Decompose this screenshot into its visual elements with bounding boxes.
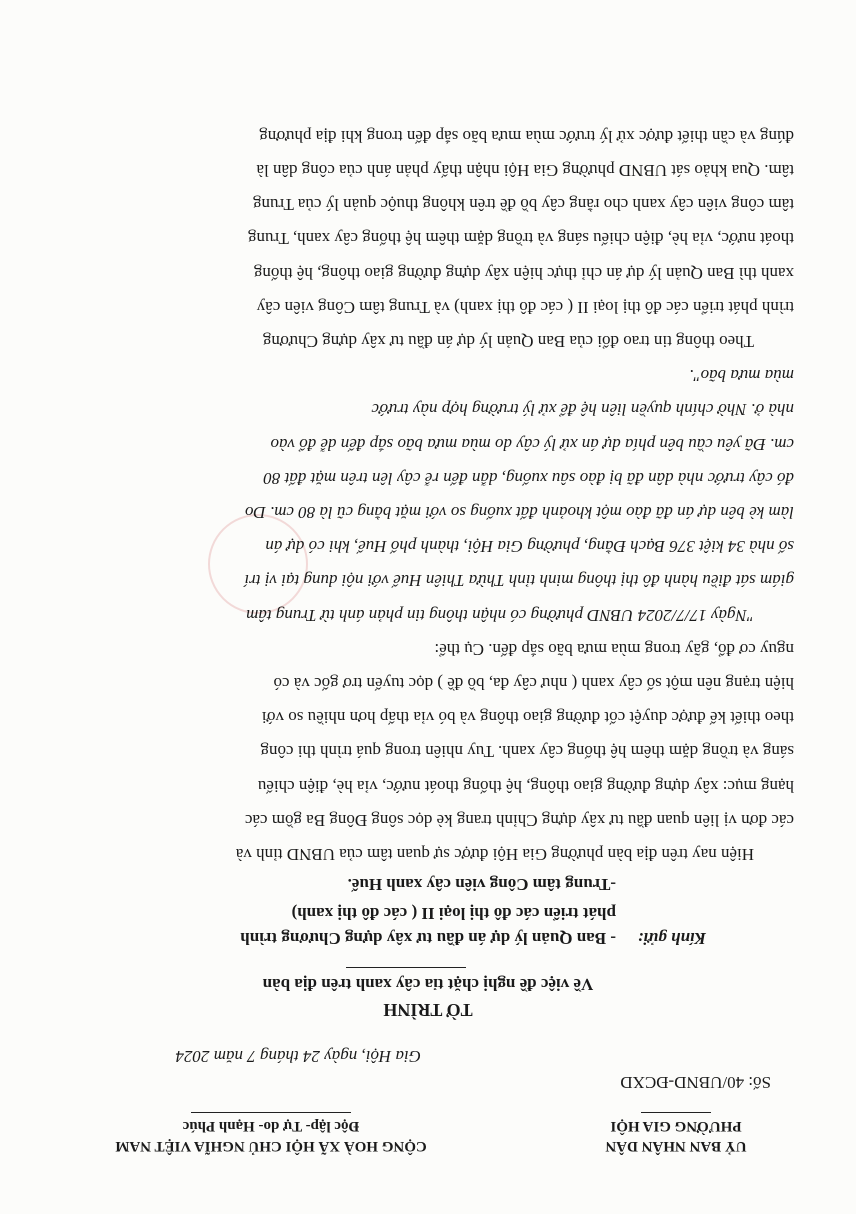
body-line: sáng và trồng dặm thêm hệ thống cây xanh. Tuy nhiên trong quá trình thi công (260, 742, 794, 762)
document-number: Số: 40/UBND-ĐCXD (620, 1073, 771, 1092)
body-line: xanh thì Ban Quản lý dự án chỉ thực hiện xây dựng đường giao thông, hệ thống (253, 263, 794, 283)
body-line: làm kè bên dự án đã đào một khoảnh đất xuống so với mặt bằng cũ là 80 cm. Do (244, 503, 794, 522)
motto-underline (191, 1112, 351, 1113)
body-line: đúng và cần thiết được xử lý trước mùa mưa bão sắp đến trong khi địa phương (259, 126, 794, 146)
body-line: theo thiết kế được duyệt cốt đường giao thông và bó vỉa thấp hơn nhiều so với (261, 708, 794, 728)
recipient-line-2: phát triển các đô thị loại II ( các đô thị xanh) (291, 904, 616, 923)
body-line: số nhà 34 kiệt 376 Bạch Đằng, phường Gia Hội, thành phố Huế, khi có dự án (265, 537, 794, 557)
national-motto: Độc lập- Tự do- Hạnh Phúc (182, 1118, 360, 1134)
issuing-unit: PHƯỜNG GIA HỘI (610, 1118, 742, 1134)
body-line: hiện trạng nên một số cây xanh ( như cây đa, bồ đề ) dọc tuyến trơ gốc và có (273, 674, 794, 693)
national-title: CỘNG HOÀ XÃ HỘI CHỦ NGHĨA VIỆT NAM (115, 1138, 427, 1154)
body-line: tâm. Qua khảo sát UBND phường Gia Hội nhận thấy phản ánh của công dân là (256, 161, 794, 180)
document-type: TỜ TRÌNH (383, 1000, 473, 1020)
body-line: trình phát triển các đô thị loại II ( các đô thị xanh) và Trung tâm Công viên cây (256, 297, 794, 317)
document-subject: Về việc đề nghị chặt tỉa cây xanh trên địa bàn (262, 975, 594, 994)
body-line: nhà ở. Nhờ chính quyền liên hệ để xử lý trường hợp này trước (371, 400, 794, 420)
stamp-impression (208, 514, 308, 614)
issuing-authority: UỶ BAN NHÂN DÂN (605, 1138, 747, 1154)
body-line: mùa mưa bão". (689, 366, 794, 386)
body-line: thoát nước, vỉa hè, điện chiếu sáng và trồng dặm thêm hệ thống cây xanh, Trung (247, 229, 794, 249)
body-line: đó cây trước nhà dân đã bị đào sâu xuống, dẫn đến rễ cây lên trên mặt đất 80 (263, 468, 794, 488)
recipient-label: Kính gửi: (637, 929, 706, 948)
body-line: cm. Đã yêu cầu bên phía dự án xử lý cây do mùa mưa bão sắp đến dễ đổ vào (270, 434, 794, 454)
body-line: nguy cơ đổ, gãy trong mùa mưa bão sắp đến. Cụ thể: (434, 639, 794, 659)
body-line: Theo thông tin trao đổi của Ban Quản lý dự án đầu tư xây dựng Chương (262, 332, 754, 351)
body-line: hạng mục: xây dựng đường giao thông, hệ thống thoát nước, vỉa hè, điện chiếu (257, 776, 794, 796)
unit-underline (641, 1112, 711, 1113)
body-line: giám sát điều hành đô thị thông minh tỉnh Thừa Thiên Huế với nội dung tại vị trí (244, 571, 794, 591)
subject-underline (346, 967, 466, 968)
place-date: Gia Hội, ngày 24 tháng 7 năm 2024 (175, 1047, 421, 1066)
body-line: tâm công viên cây xanh cho rằng cây bồ đề trên không thuộc quản lý của Trung (252, 195, 794, 215)
body-line: "Ngày 17/7/2024 UBND phường có nhận thông tin phản ánh từ Trung tâm (246, 605, 754, 625)
recipient-line-3: -Trung tâm Công viên cây xanh Huế. (347, 875, 616, 894)
body-line: các đơn vị liên quan đầu tư xây dựng Chỉnh trang kè dọc sông Đông Ba gồm các (244, 810, 794, 830)
body-line: Hiện nay trên địa bàn phường Gia Hội được sự quan tâm của UBND tỉnh và (235, 845, 754, 864)
recipient-line-1: - Ban Quản lý dự án đầu tư xây dựng Chương trình (240, 929, 616, 948)
